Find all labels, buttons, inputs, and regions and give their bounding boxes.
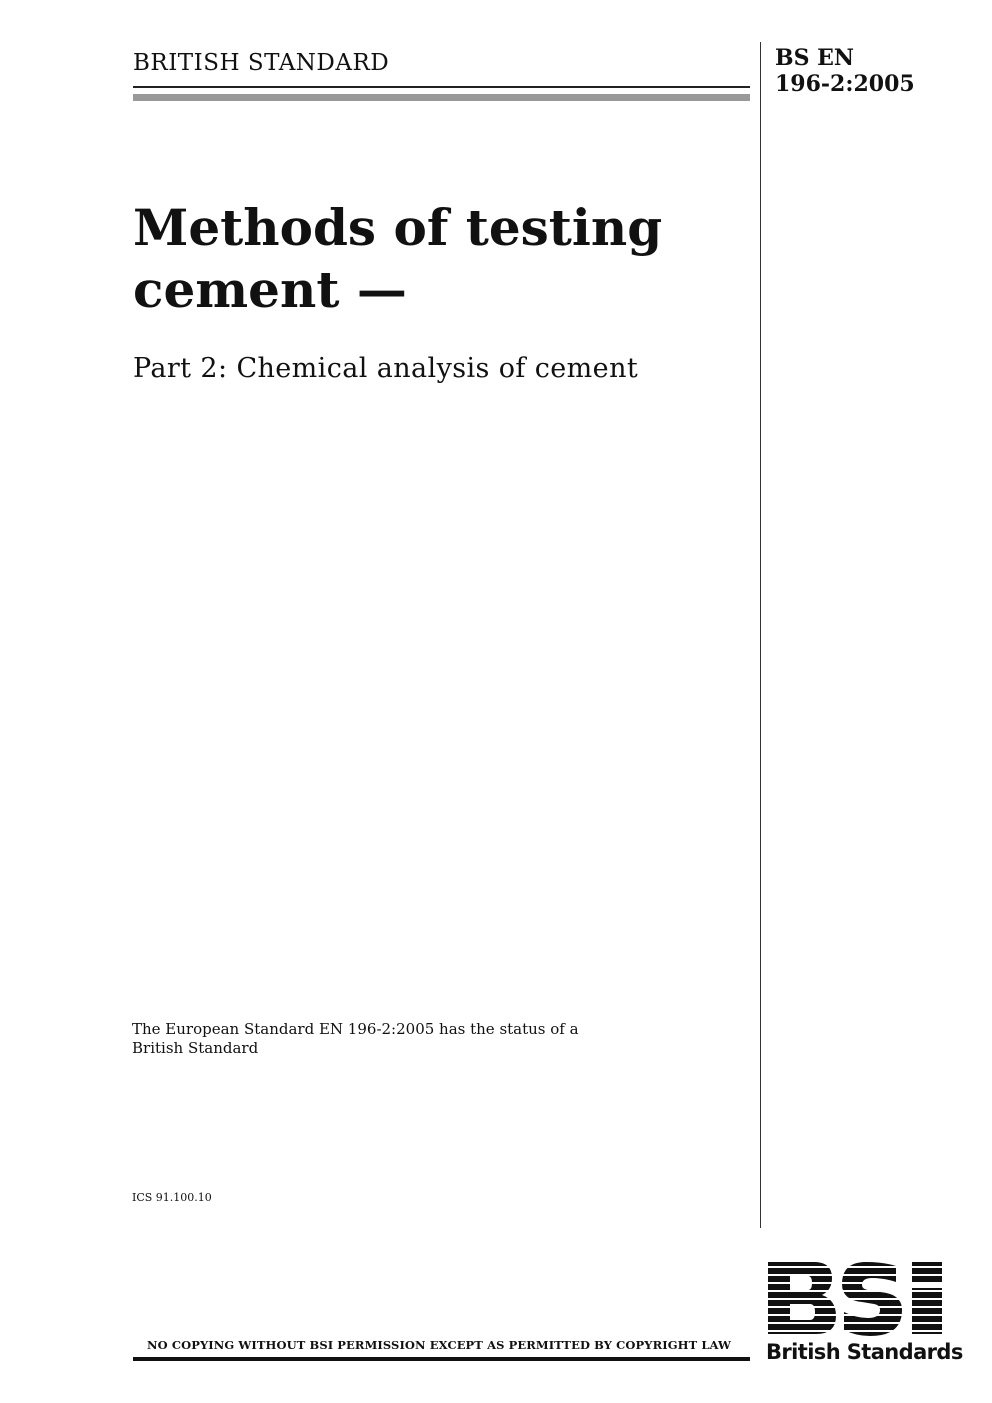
bsi-logo-mark xyxy=(766,1260,946,1340)
ics-code: ICS 91.100.10 xyxy=(132,1191,212,1204)
header-rule-thin xyxy=(133,86,750,88)
standard-number-line2: 196-2:2005 xyxy=(775,71,915,97)
logo-text: British Standards xyxy=(766,1340,963,1364)
status-line1: The European Standard EN 196-2:2005 has the status of a xyxy=(132,1020,579,1038)
vertical-divider xyxy=(760,42,761,1228)
document-subtitle: Part 2: Chemical analysis of cement xyxy=(133,353,639,384)
copyright-notice: NO COPYING WITHOUT BSI PERMISSION EXCEPT AS PERMITTED BY COPYRIGHT LAW xyxy=(147,1338,732,1352)
standard-number-line1: BS EN xyxy=(775,45,855,71)
title-line2: cement — xyxy=(133,260,407,319)
standard-number xyxy=(775,45,915,97)
footer-rule xyxy=(133,1357,750,1361)
document-title xyxy=(133,197,743,321)
bsi-logo xyxy=(766,1260,963,1370)
header-label: BRITISH STANDARD xyxy=(133,50,390,76)
status-statement xyxy=(132,1020,602,1058)
header-rule-thick xyxy=(133,94,750,101)
status-line2: British Standard xyxy=(132,1039,259,1057)
title-line1: Methods of testing xyxy=(133,198,663,257)
